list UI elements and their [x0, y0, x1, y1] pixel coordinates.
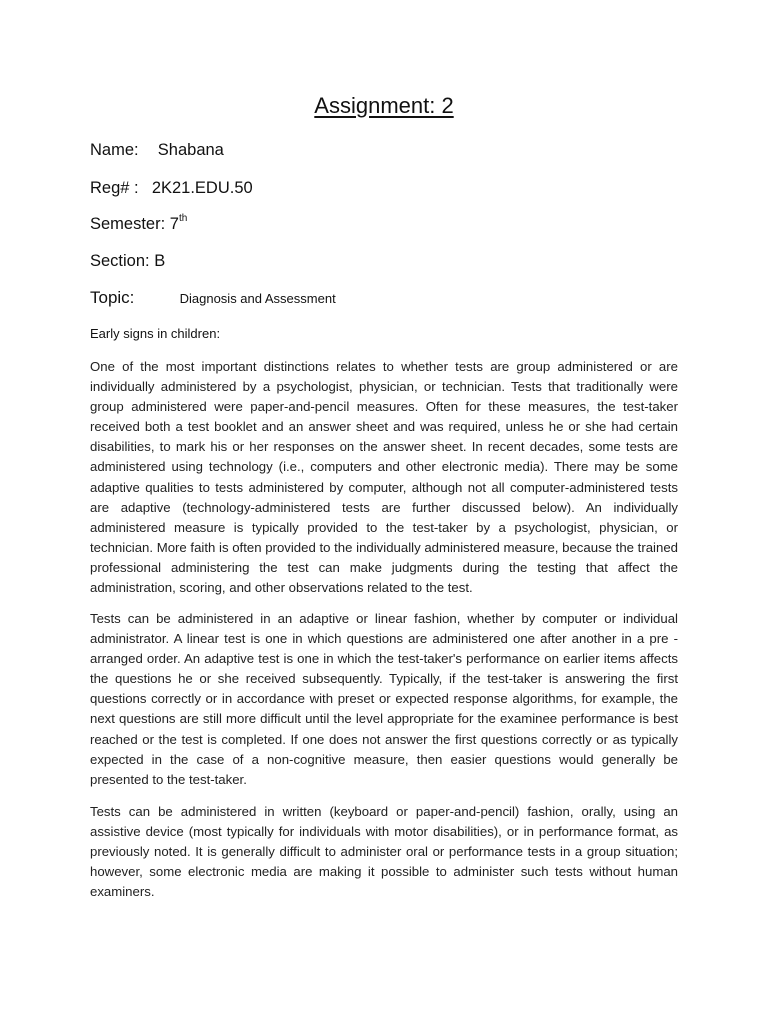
semester-label: Semester: 7 — [90, 215, 179, 233]
name-label: Name: — [90, 141, 139, 159]
paragraph-2: Tests can be administered in an adaptive or linear fashion, whether by computer or individual administrator. A linear test is one in which questions are administered one after another in a pre -arranged order. An adaptive test is one in which the test-taker's performance on earlier items affects the questions he or she received subsequently. Typically, if the test-taker is answering the first questions correctly or in accordance with preset or expected response algorithms, for example, the next questions are still more difficult until the level appropriate for the examinee performance is best reached or the test is completed. If one does not answer the first questions correctly or as typically expected in the case of a non-cognitive measure, then easier questions would generally be presented to the test-taker. — [90, 611, 678, 787]
semester-line — [90, 215, 187, 234]
topic-value: Diagnosis and Assessment — [179, 291, 336, 306]
paragraph-3: Tests can be administered in written (keyboard or paper-and-pencil) fashion, orally, using an assistive device (most typically for individuals with motor disabilities), or in performance format, as previously noted. It is generally difficult to administer oral or performance tests in a group situation; however, some electronic media are making it possible to administer such tests without human examiners. — [90, 804, 678, 900]
name-value: Shabana — [157, 141, 224, 159]
topic-label: Topic: — [90, 288, 135, 307]
page-title: Assignment: 2 — [314, 93, 454, 118]
paragraph-1: One of the most important distinctions relates to whether tests are group administered or are individually administered by a psychologist, physician, or technician. Tests that traditionally were group administered were paper-and-pencil measures. Often for these measures, the test-taker received both a test booklet and an answer sheet and was required, unless he or she had certain disabilities, to mark his or her responses on the answer sheet. In recent decades, some tests are administered using technology (i.e., computers and other electronic media). There may be some adaptive qualities to tests administered by computer, although not all computer-administered tests are adaptive (technology-administered tests are further discussed below). An individually administered measure is typically provided to the test-taker by a psychologist, physician, or technician. More faith is often provided to the individually administered measure, because the trained professional administering the test can make judgments during the testing that affect the administration, scoring, and other observations related to the test. — [90, 359, 678, 596]
reg-value: 2K21.EDU.50 — [151, 179, 253, 197]
semester-superscript: th — [178, 213, 188, 224]
section-label: Section: B — [90, 252, 166, 270]
name-line — [90, 141, 224, 160]
reg-label: Reg# : — [90, 179, 139, 197]
topic-line — [90, 288, 336, 308]
section-heading: Early signs in children: — [90, 326, 221, 341]
section-line — [90, 252, 165, 271]
reg-line — [90, 179, 253, 198]
